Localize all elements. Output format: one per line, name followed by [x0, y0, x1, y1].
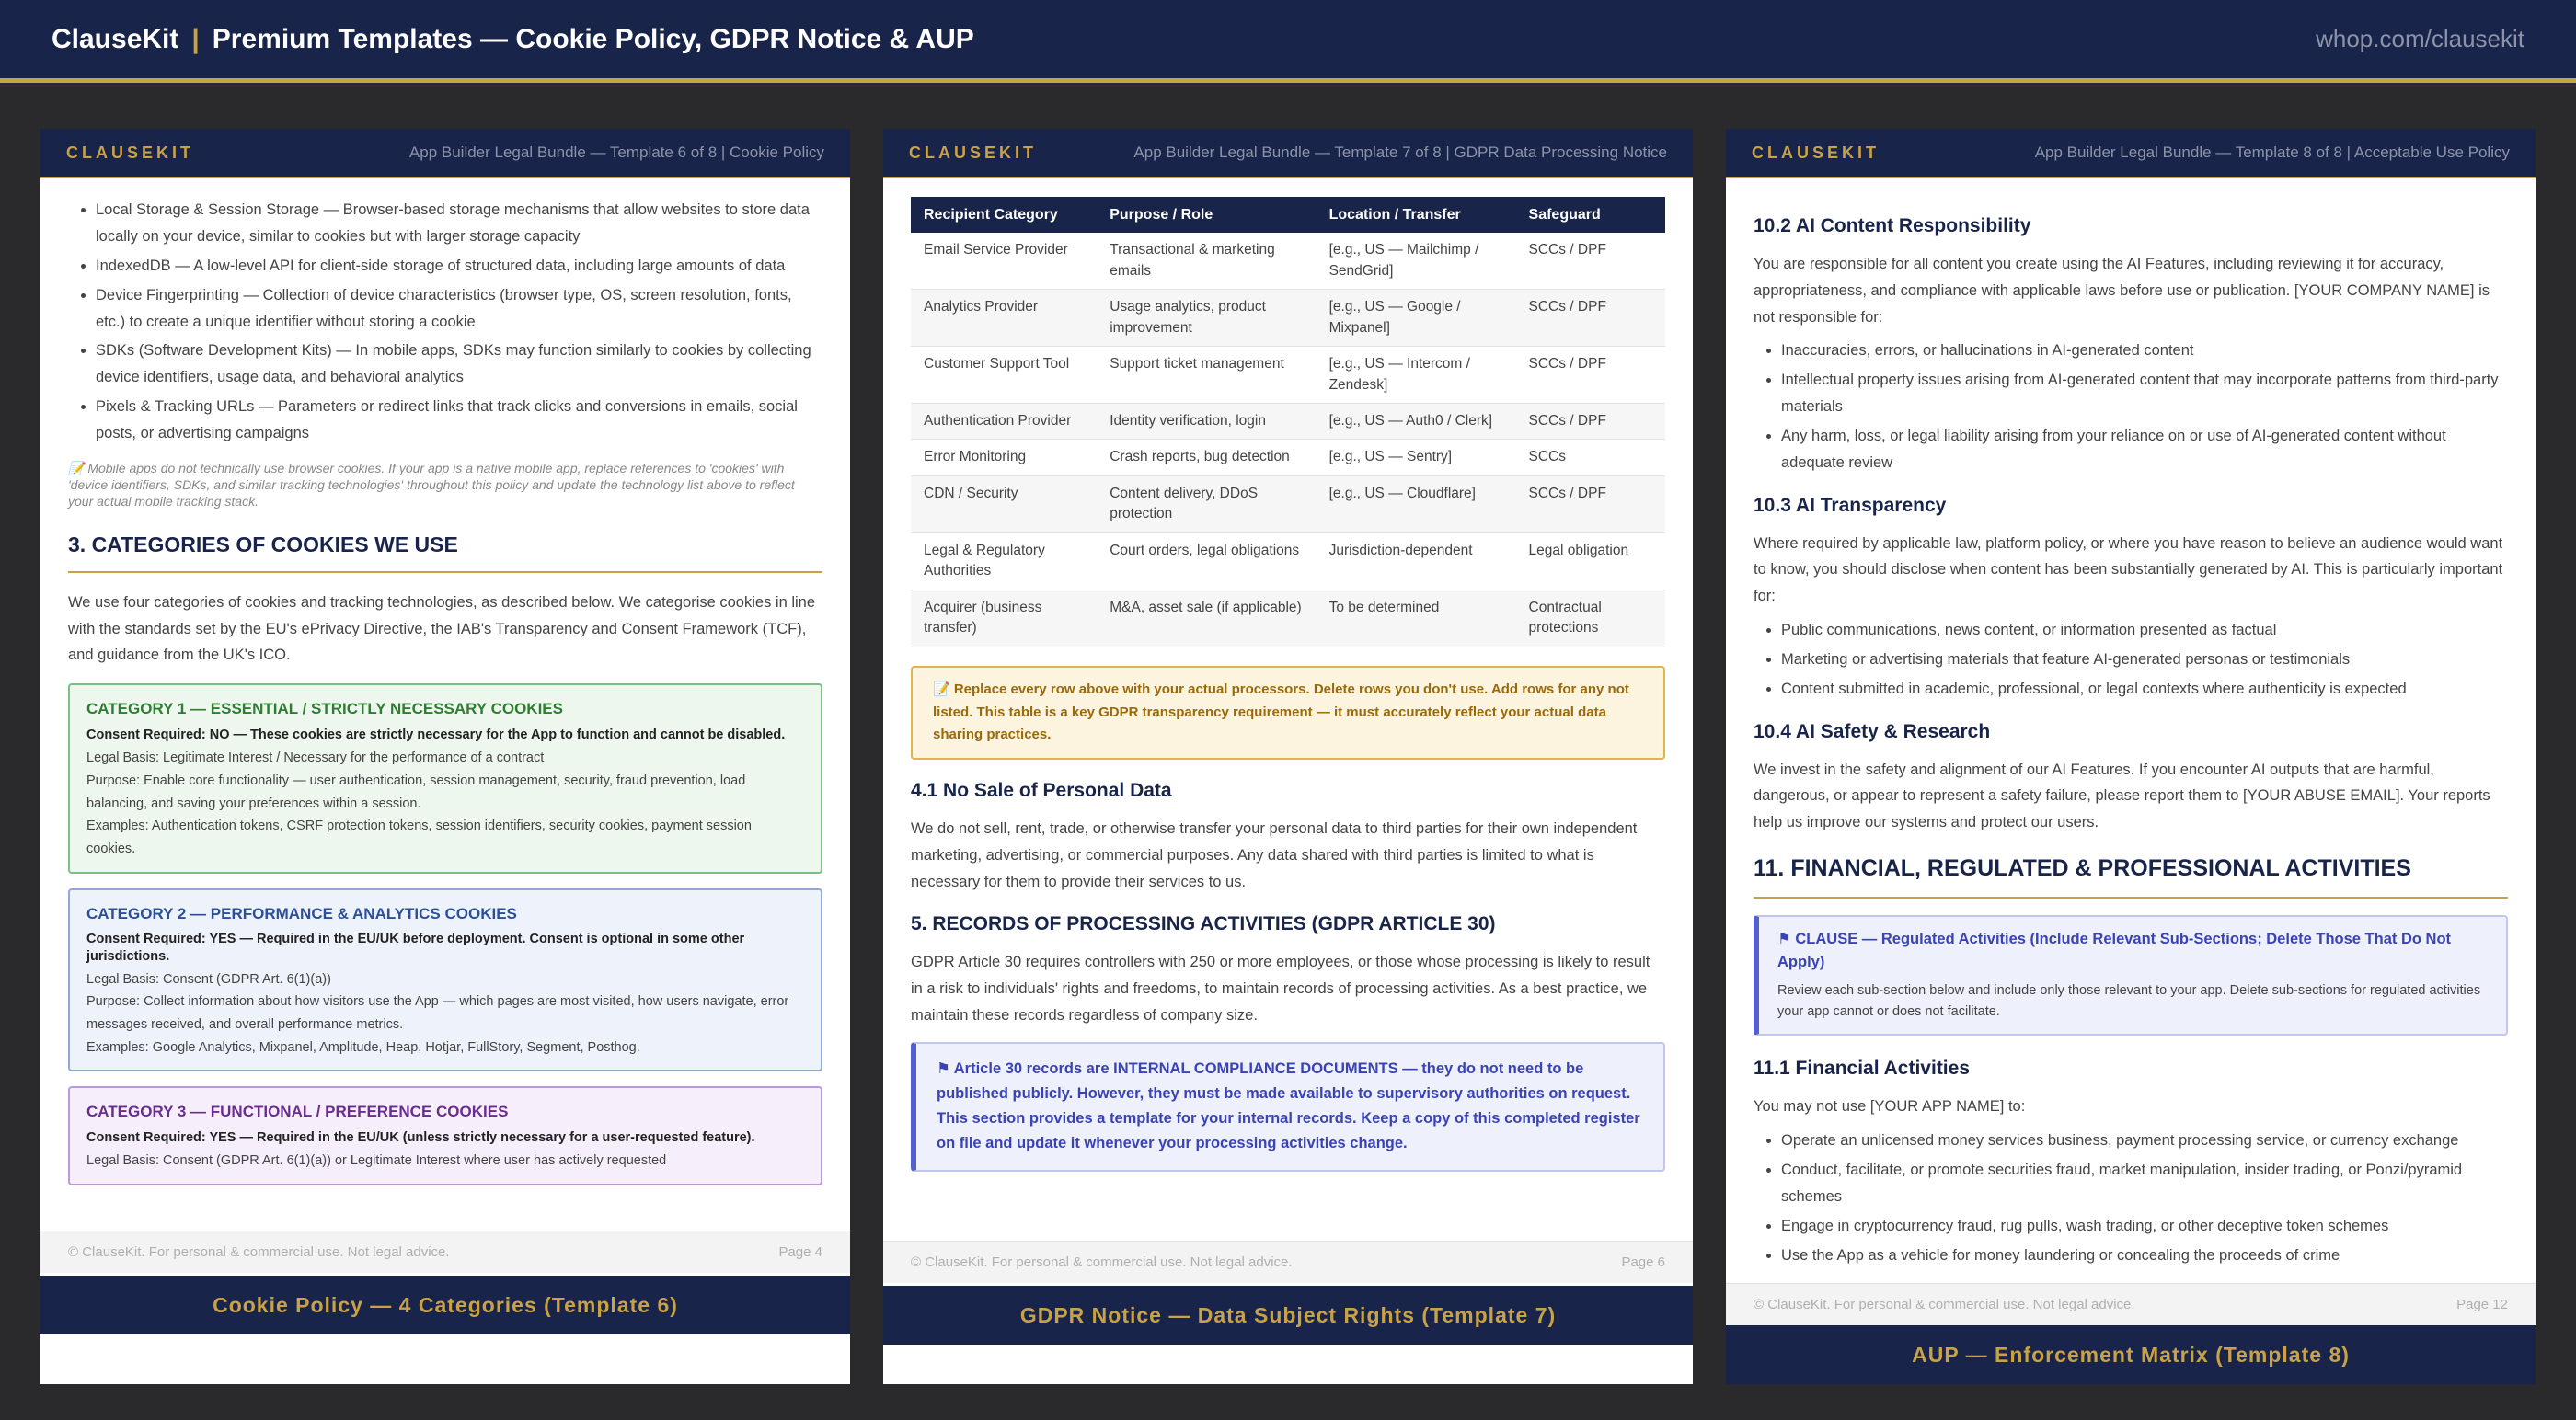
template-meta: App Builder Legal Bundle — Template 6 of 8 | Cookie Policy — [408, 143, 824, 161]
paragraph: We do not sell, rent, trade, or otherwise transfer your personal data to third parties for their own independent marketing, advertising, or commercial purposes. Any data shared with third parties is limited to what is necessary for them to provide their services to us. — [911, 819, 1638, 890]
table-cell: M&A, asset sale (if applicable) — [1097, 590, 1316, 647]
template-meta: App Builder Legal Bundle — Template 8 of 8 | Acceptable Use Policy — [2034, 143, 2510, 161]
top-banner — [0, 0, 2576, 83]
paragraph: Where required by applicable law, platform policy, or where you have reason to believe an audience would want to know, you should disclose when content has been substantially generated by AI. This is particularly important for: — [1754, 534, 2503, 605]
page-header — [883, 129, 1693, 178]
section-heading: 3. CATEGORIES OF COOKIES WE USE — [68, 526, 822, 572]
table-cell: [e.g., US — Google / Mixpanel] — [1317, 290, 1516, 347]
paragraph: You may not use [YOUR APP NAME] to: — [1754, 1098, 2026, 1116]
table-cell: CDN / Security — [911, 475, 1097, 532]
table-cell: SCCs / DPF — [1516, 233, 1665, 289]
legal-basis: Legal Basis: Consent (GDPR Art. 6(1)(a)) or Legitimate Interest where user has actively requested — [86, 1153, 667, 1169]
clause-description: Review each sub-section below and include only those relevant to your app. Delete sub-sections for regulated activities your app cannot or does not facilitate. — [1777, 983, 2481, 1020]
page-header — [1726, 129, 2536, 178]
list-item: • Public communications, news content, or information presented as factual — [1781, 617, 2508, 644]
table-cell: Legal obligation — [1516, 532, 1665, 590]
regulated-activities-clause — [1754, 915, 2508, 1036]
column-header: Recipient Category — [911, 197, 1097, 233]
table-cell: Contractual protections — [1516, 590, 1665, 647]
table-cell: Transactional & marketing emails — [1097, 233, 1316, 289]
clausekit-logo: CLAUSEKIT — [66, 143, 194, 162]
aup-page — [1726, 129, 2536, 1384]
table-cell: Crash reports, bug detection — [1097, 440, 1316, 475]
consent-required: Consent Required: YES — Required in the EU/UK (unless strictly necessary for a user-requested feature). — [86, 1130, 755, 1146]
clausekit-logo: CLAUSEKIT — [909, 143, 1037, 162]
list-item: • Use the App as a vehicle for money laundering or concealing the proceeds of crime — [1781, 1242, 2508, 1269]
subsection-heading: 10.3 AI Transparency — [1754, 494, 1947, 516]
table-row — [911, 233, 1665, 289]
banner-title — [52, 24, 974, 55]
table-cell: Authentication Provider — [911, 404, 1097, 440]
table-cell: Court orders, legal obligations — [1097, 532, 1316, 590]
banner-heading: Premium Templates — Cookie Policy, GDPR Notice & AUP — [212, 23, 974, 54]
table-cell: Email Service Provider — [911, 233, 1097, 289]
table-cell: [e.g., US — Cloudflare] — [1317, 475, 1516, 532]
footer-disclaimer: © ClauseKit. For personal & commercial use. Not legal advice. — [1754, 1297, 2135, 1312]
table-cell: To be determined — [1317, 590, 1516, 647]
category-3-box — [68, 1086, 822, 1185]
table-cell: Support ticket management — [1097, 347, 1316, 404]
template-caption: AUP — Enforcement Matrix (Template 8) — [1726, 1325, 2536, 1384]
purpose: Purpose: Collect information about how visitors use the App — which pages are most visited, how users navigate, error messages received, and overall performance metrics. — [86, 994, 789, 1032]
page-number: Page 4 — [778, 1244, 822, 1260]
page-footer — [1726, 1283, 2536, 1325]
template-caption: Cookie Policy — 4 Categories (Template 6) — [40, 1276, 850, 1334]
clause-title: ⚑ CLAUSE — Regulated Activities (Include Relevant Sub-Sections; Delete Those That Do Not Apply) — [1777, 930, 2452, 971]
table-row — [911, 475, 1665, 532]
table-cell: SCCs — [1516, 440, 1665, 475]
page-body — [1726, 178, 2536, 1268]
category-1-box — [68, 683, 822, 873]
column-header: Location / Transfer — [1317, 197, 1516, 233]
category-title: CATEGORY 1 — ESSENTIAL / STRICTLY NECESSARY COOKIES — [86, 700, 563, 718]
table-cell: SCCs / DPF — [1516, 290, 1665, 347]
brand-name: ClauseKit — [52, 23, 179, 54]
brand-separator: | — [191, 23, 200, 54]
footer-disclaimer: © ClauseKit. For personal & commercial use. Not legal advice. — [68, 1244, 450, 1260]
list-item: • Conduct, facilitate, or promote securities fraud, market manipulation, insider trading, or Ponzi/pyramid schemes — [1781, 1157, 2508, 1210]
table-cell: Legal & Regulatory Authorities — [911, 532, 1097, 590]
subsection-heading: 5. RECORDS OF PROCESSING ACTIVITIES (GDPR ARTICLE 30) — [911, 913, 1496, 935]
table-cell: Jurisdiction-dependent — [1317, 532, 1516, 590]
table-cell: SCCs / DPF — [1516, 404, 1665, 440]
page-number: Page 6 — [1621, 1254, 1665, 1270]
list-item: • Intellectual property issues arising from AI-generated content that may incorporate patterns from third-party materials — [1781, 367, 2508, 420]
paragraph: We invest in the safety and alignment of our AI Features. If you encounter AI outputs that are harmful, dangerous, or appear to represent a safety failure, please report them to [YOUR ABUSE EMAIL]. Your reports help us improve our systems and protect our users. — [1754, 761, 2490, 831]
list-item: • Engage in cryptocurrency fraud, rug pulls, wash trading, or other deceptive token schemes — [1781, 1213, 2508, 1240]
table-row — [911, 440, 1665, 475]
table-cell: Identity verification, login — [1097, 404, 1316, 440]
table-header-row — [911, 197, 1665, 233]
paragraph: You are responsible for all content you create using the AI Features, including reviewing it for accuracy, appropriateness, and compliance with applicable laws before use or publication. [YOUR COMPANY NAME] is not responsible for: — [1754, 255, 2490, 326]
subsection-heading: 10.2 AI Content Responsibility — [1754, 215, 2031, 236]
list-item: • Content submitted in academic, professional, or legal contexts where authenticity is expected — [1781, 676, 2508, 703]
category-title: CATEGORY 2 — PERFORMANCE & ANALYTICS COOKIES — [86, 904, 517, 922]
subsection-heading: 10.4 AI Safety & Research — [1754, 720, 1991, 742]
template-meta: App Builder Legal Bundle — Template 7 of 8 | GDPR Data Processing Notice — [1133, 143, 1667, 161]
legal-basis: Legal Basis: Legitimate Interest / Necessary for the performance of a contract — [86, 750, 545, 766]
examples: Examples: Authentication tokens, CSRF protection tokens, session identifiers, security cookies, payment session cookies. — [86, 819, 752, 856]
clausekit-logo: CLAUSEKIT — [1752, 143, 1880, 162]
bullet-list — [1754, 617, 2508, 703]
page-header — [40, 129, 850, 178]
list-item: • Device Fingerprinting — Collection of device characteristics (browser type, OS, screen resolution, fonts, etc.) to create a unique identifier without storing a cookie — [96, 282, 822, 336]
page-number: Page 12 — [2456, 1297, 2508, 1312]
table-cell: [e.g., US — Mailchimp / SendGrid] — [1317, 233, 1516, 289]
table-cell: Error Monitoring — [911, 440, 1097, 475]
cookie-policy-page — [40, 129, 850, 1384]
table-row — [911, 347, 1665, 404]
footer-disclaimer: © ClauseKit. For personal & commercial use. Not legal advice. — [911, 1254, 1293, 1270]
page-footer — [883, 1241, 1693, 1283]
table-row — [911, 590, 1665, 647]
subsection-heading: 4.1 No Sale of Personal Data — [911, 780, 1172, 801]
legal-basis: Legal Basis: Consent (GDPR Art. 6(1)(a)) — [86, 971, 331, 987]
section-heading: 11. FINANCIAL, REGULATED & PROFESSIONAL ACTIVITIES — [1754, 849, 2508, 899]
table-cell: [e.g., US — Auth0 / Clerk] — [1317, 404, 1516, 440]
tracking-tech-list — [68, 197, 822, 447]
table-row — [911, 290, 1665, 347]
table-row — [911, 404, 1665, 440]
table-cell: [e.g., US — Intercom / Zendesk] — [1317, 347, 1516, 404]
subsection-heading: 11.1 Financial Activities — [1754, 1058, 1970, 1080]
consent-required: Consent Required: YES — Required in the EU/UK before deployment. Consent is optional in some other jurisdictions. — [86, 932, 745, 964]
list-item: • Marketing or advertising materials that feature AI-generated personas or testimonials — [1781, 647, 2508, 673]
page-body — [40, 178, 850, 1185]
table-cell: Customer Support Tool — [911, 347, 1097, 404]
section-intro: We use four categories of cookies and tracking technologies, as described below. We categorise cookies in line with the standards set by the EU's ePrivacy Directive, the IAB's Transparency and Consent Framework (TCF), and guidance from the UK's ICO. — [68, 593, 816, 664]
template-caption: GDPR Notice — Data Subject Rights (Template 7) — [883, 1286, 1693, 1345]
examples: Examples: Google Analytics, Mixpanel, Amplitude, Heap, Hotjar, FullStory, Segment, Posthog. — [86, 1039, 640, 1055]
list-item: • Inaccuracies, errors, or hallucinations in AI-generated content — [1781, 338, 2508, 364]
column-header: Purpose / Role — [1097, 197, 1316, 233]
paragraph: GDPR Article 30 requires controllers with 250 or more employees, or those whose processing is likely to result in a risk to individuals' rights and freedoms, to maintain records of processing activities. As a best practice, we maintain these records regardless of company size. — [911, 954, 1650, 1024]
category-title: CATEGORY 3 — FUNCTIONAL / PREFERENCE COOKIES — [86, 1103, 509, 1121]
store-link[interactable]: whop.com/clausekit — [2316, 25, 2524, 52]
list-item: • Any harm, loss, or legal liability arising from your reliance on or use of AI-generated content without adequate review — [1781, 423, 2508, 476]
table-cell: Content delivery, DDoS protection — [1097, 475, 1316, 532]
replace-rows-warning: 📝 Replace every row above with your actual processors. Delete rows you don't use. Add rows for any not listed. This table is a key GDPR transparency requirement — it must accurately reflect your actual data sharing practices. — [911, 666, 1665, 760]
table-cell: Acquirer (business transfer) — [911, 590, 1097, 647]
table-cell: Analytics Provider — [911, 290, 1097, 347]
mobile-apps-note: 📝 Mobile apps do not technically use browser cookies. If your app is a native mobile app, replace references to 'cookies' with 'device identifiers, SDKs, and similar tracking technologies' throughout this policy and update the technology list above to reflect your actual mobile tracking stack. — [68, 460, 795, 510]
purpose: Purpose: Enable core functionality — user authentication, session management, security, fraud prevention, load balancing, and saving your preferences within a session. — [86, 773, 746, 811]
table-cell: SCCs / DPF — [1516, 347, 1665, 404]
page-footer — [40, 1231, 850, 1273]
list-item: • Pixels & Tracking URLs — Parameters or redirect links that track clicks and conversions in emails, social posts, or advertising campaigns — [96, 394, 822, 447]
list-item: • Local Storage & Session Storage — Browser-based storage mechanisms that allow websites to store data locally on your device, similar to cookies but with larger storage capacity — [96, 197, 822, 250]
table-cell: [e.g., US — Sentry] — [1317, 440, 1516, 475]
table-cell: Usage analytics, product improvement — [1097, 290, 1316, 347]
table-row — [911, 532, 1665, 590]
category-2-box — [68, 888, 822, 1072]
article-30-callout: ⚑ Article 30 records are INTERNAL COMPLIANCE DOCUMENTS — they do not need to be published publicly. However, they must be made available to supervisory authorities on request. This section provides a template for your internal records. Keep a copy of this completed register on file and update it whenever your processing activities change. — [911, 1042, 1665, 1172]
bullet-list — [1754, 1128, 2508, 1268]
recipients-table — [911, 197, 1665, 647]
list-item: • IndexedDB — A low-level API for client-side storage of structured data, including large amounts of data — [96, 253, 822, 280]
list-item: • Operate an unlicensed money services business, payment processing service, or currency exchange — [1781, 1128, 2508, 1154]
column-header: Safeguard — [1516, 197, 1665, 233]
bullet-list — [1754, 338, 2508, 475]
list-item: • SDKs (Software Development Kits) — In mobile apps, SDKs may function similarly to cookies by collecting device identifiers, usage data, and behavioral analytics — [96, 338, 822, 391]
gdpr-notice-page — [883, 129, 1693, 1384]
page-body — [883, 178, 1693, 1172]
consent-required: Consent Required: NO — These cookies are strictly necessary for the App to function and cannot be disabled. — [86, 727, 786, 743]
table-cell: SCCs / DPF — [1516, 475, 1665, 532]
